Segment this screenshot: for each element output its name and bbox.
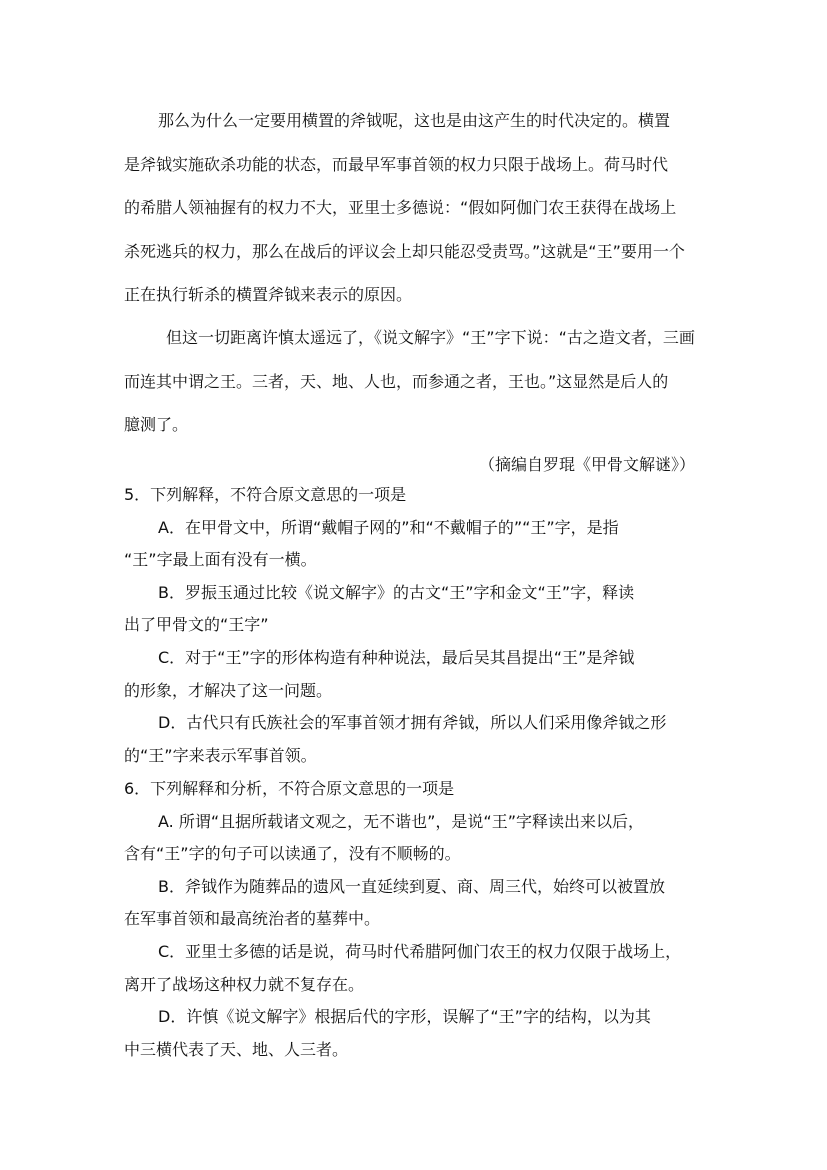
question-5 bbox=[124, 479, 709, 772]
text-line: 但这一切距离许慎太遥远了，《说文解字》“王”字下说：“古之造文者，三画 bbox=[166, 328, 695, 347]
text-line: 的希腊人领袖握有的权力不大，亚里士多德说：“假如阿伽门农王获得在战场上 bbox=[124, 198, 677, 217]
passage-paragraph-2 bbox=[124, 316, 704, 447]
option-c: C．对于“王”字的形体构造有种种说法，最后吴其昌提出“王”是斧钺 bbox=[158, 647, 635, 667]
question-stem: 6．下列解释和分析，不符合原文意思的一项是 bbox=[124, 779, 455, 798]
option-b-cont: 在军事首领和最高统治者的墓葬中。 bbox=[124, 909, 381, 929]
option-a-cont: 含有“王”字的句子可以读通了，没有不顺畅的。 bbox=[124, 844, 461, 864]
option-b-cont: 出了甲骨文的“王字” bbox=[124, 615, 269, 635]
question-stem: 5．下列解释，不符合原文意思的一项是 bbox=[124, 485, 407, 504]
option-c-cont: 离开了战场这种权力就不复存在。 bbox=[124, 974, 365, 994]
text-line: 臆测了。 bbox=[124, 415, 189, 434]
option-d-cont: 中三横代表了天、地、人三者。 bbox=[124, 1039, 349, 1059]
source-citation: （摘编自罗琨《甲骨文解谜》） bbox=[478, 455, 695, 474]
option-c-cont: 的形象，才解决了这一问题。 bbox=[124, 680, 333, 700]
text-line: 正在执行斩杀的横置斧钺来表示的原因。 bbox=[124, 285, 413, 304]
text-line: 而连其中谓之王。三者，天、地、人也，而参通之者，王也。”这显然是后人的 bbox=[124, 371, 669, 391]
text-line: 那么为什么一定要用横置的斧钺呢，这也是由这产生的时代决定的。横置 bbox=[158, 111, 671, 130]
question-6 bbox=[124, 773, 709, 1066]
option-a: A. 所谓“且据所载诸文观之，无不谐也”，是说“王”字释读出来以后， bbox=[158, 811, 644, 831]
passage-paragraph-1 bbox=[124, 99, 704, 317]
option-d: D．许慎《说文解字》根据后代的字形，误解了“王”字的结构，以为其 bbox=[158, 1007, 651, 1027]
option-d-cont: 的“王”字来表示军事首领。 bbox=[124, 745, 317, 765]
text-line: 杀死逃兵的权力，那么在战后的评议会上却只能忍受责骂。”这就是“王”要用一个 bbox=[124, 241, 685, 261]
option-b: B．罗振玉通过比较《说文解字》的古文“王”字和金文“王”字，释读 bbox=[158, 582, 635, 602]
option-d: D．古代只有氏族社会的军事首领才拥有斧钺，所以人们采用像斧钺之形 bbox=[158, 713, 667, 733]
option-a-cont: “王”字最上面有没有一横。 bbox=[124, 550, 317, 570]
option-a: A．在甲骨文中，所谓“戴帽子网的”和“不戴帽子的”“王”字，是指 bbox=[158, 517, 619, 537]
option-c: C．亚里士多德的话是说，荷马时代希腊阿伽门农王的权力仅限于战场上， bbox=[158, 941, 682, 961]
option-b: B．斧钺作为随葬品的遗风一直延续到夏、商、周三代，始终可以被置放 bbox=[158, 876, 665, 896]
text-line: 是斧钺实施砍杀功能的状态，而最早军事首领的权力只限于战场上。荷马时代 bbox=[124, 154, 669, 174]
